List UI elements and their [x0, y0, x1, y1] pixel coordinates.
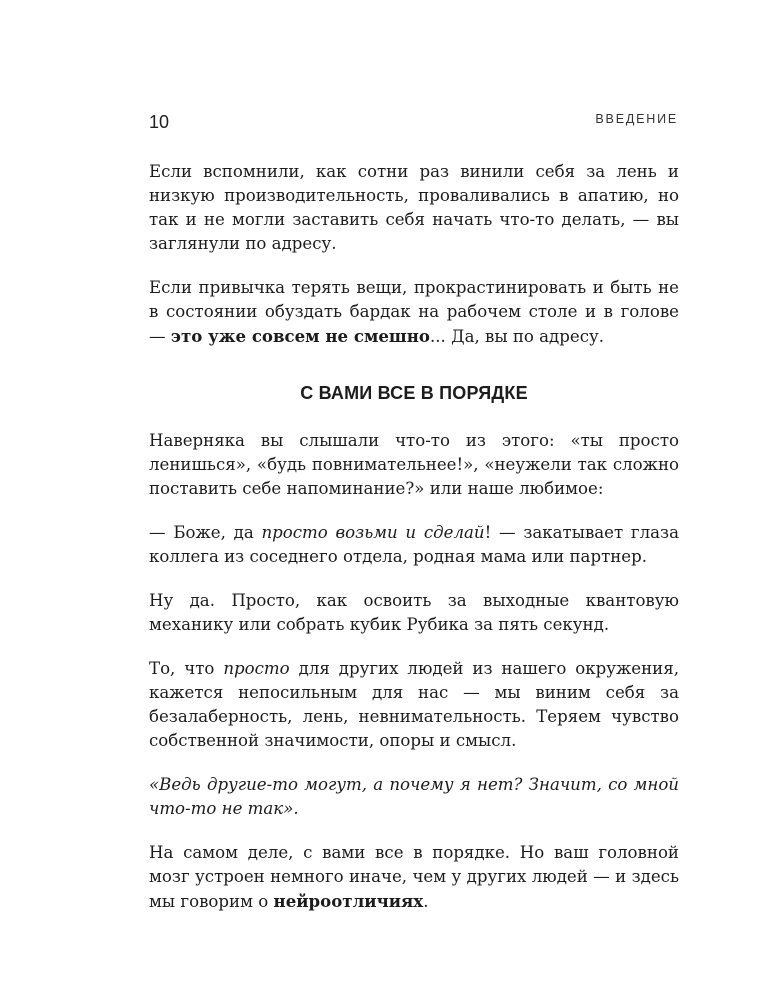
paragraph-2-text-a: Если привычка терять вещи, прокрастинировать и быть не в состоянии обуздать бардак на рабочем столе и в голове —: [149, 278, 679, 346]
paragraph-4-text-a: — Боже, да: [149, 523, 262, 542]
paragraph-8: [149, 841, 679, 914]
paragraph-8-text-b: .: [423, 892, 429, 911]
paragraph-5: Ну да. Просто, как освоить за выходные квантовую механику или собрать кубик Рубика за пять секунд.: [149, 591, 679, 634]
paragraph-6-text-b: для других людей из нашего окружения, кажется непосильным для нас — мы виним себя за безалаберность, лень, невнимательность. Теряем чувство собственной значимости, опоры и смысл.: [149, 659, 679, 750]
paragraph-2-text-b: ... Да, вы по адресу.: [429, 327, 605, 346]
paragraph-3: Наверняка вы слышали что-то из этого: «ты просто ленишься», «будь повнимательнее!», «неужели так сложно поставить себе напоминание?» или наше любимое:: [149, 431, 679, 498]
body-text: [149, 160, 679, 934]
paragraph-8-text-a: На самом деле, с вами все в порядке. Но ваш головной мозг устроен немного иначе, чем у других людей — и здесь мы говорим о: [149, 843, 679, 911]
paragraph-6-text-a: То, что: [149, 659, 224, 678]
paragraph-8-emphasis: нейроотличиях: [273, 891, 424, 911]
page-number: 10: [149, 112, 170, 132]
section-heading: С ВАМИ ВСЕ В ПОРЯДКЕ: [300, 383, 528, 403]
paragraph-4-text-b: ! — закатывает глаза коллега из соседнего отдела, родная мама или партнер.: [149, 523, 679, 566]
paragraph-6: [149, 657, 679, 753]
running-head: ВВЕДЕНИЕ: [595, 112, 678, 126]
paragraph-6-emphasis: просто: [223, 659, 290, 678]
paragraph-2-emphasis: это уже совсем не смешно: [170, 326, 430, 346]
paragraph-4: [149, 521, 679, 569]
quote-paragraph: «Ведь другие-то могут, а почему я нет? Значит, со мной что-то не так».: [149, 775, 679, 818]
paragraph-4-emphasis: просто возьми и сделай: [261, 523, 485, 542]
paragraph-1: Если вспомнили, как сотни раз винили себя за лень и низкую производительность, проваливались в апатию, но так и не могли заставить себя начать что-то делать, — вы заглянули по адресу.: [149, 162, 679, 253]
paragraph-2: [149, 276, 679, 349]
